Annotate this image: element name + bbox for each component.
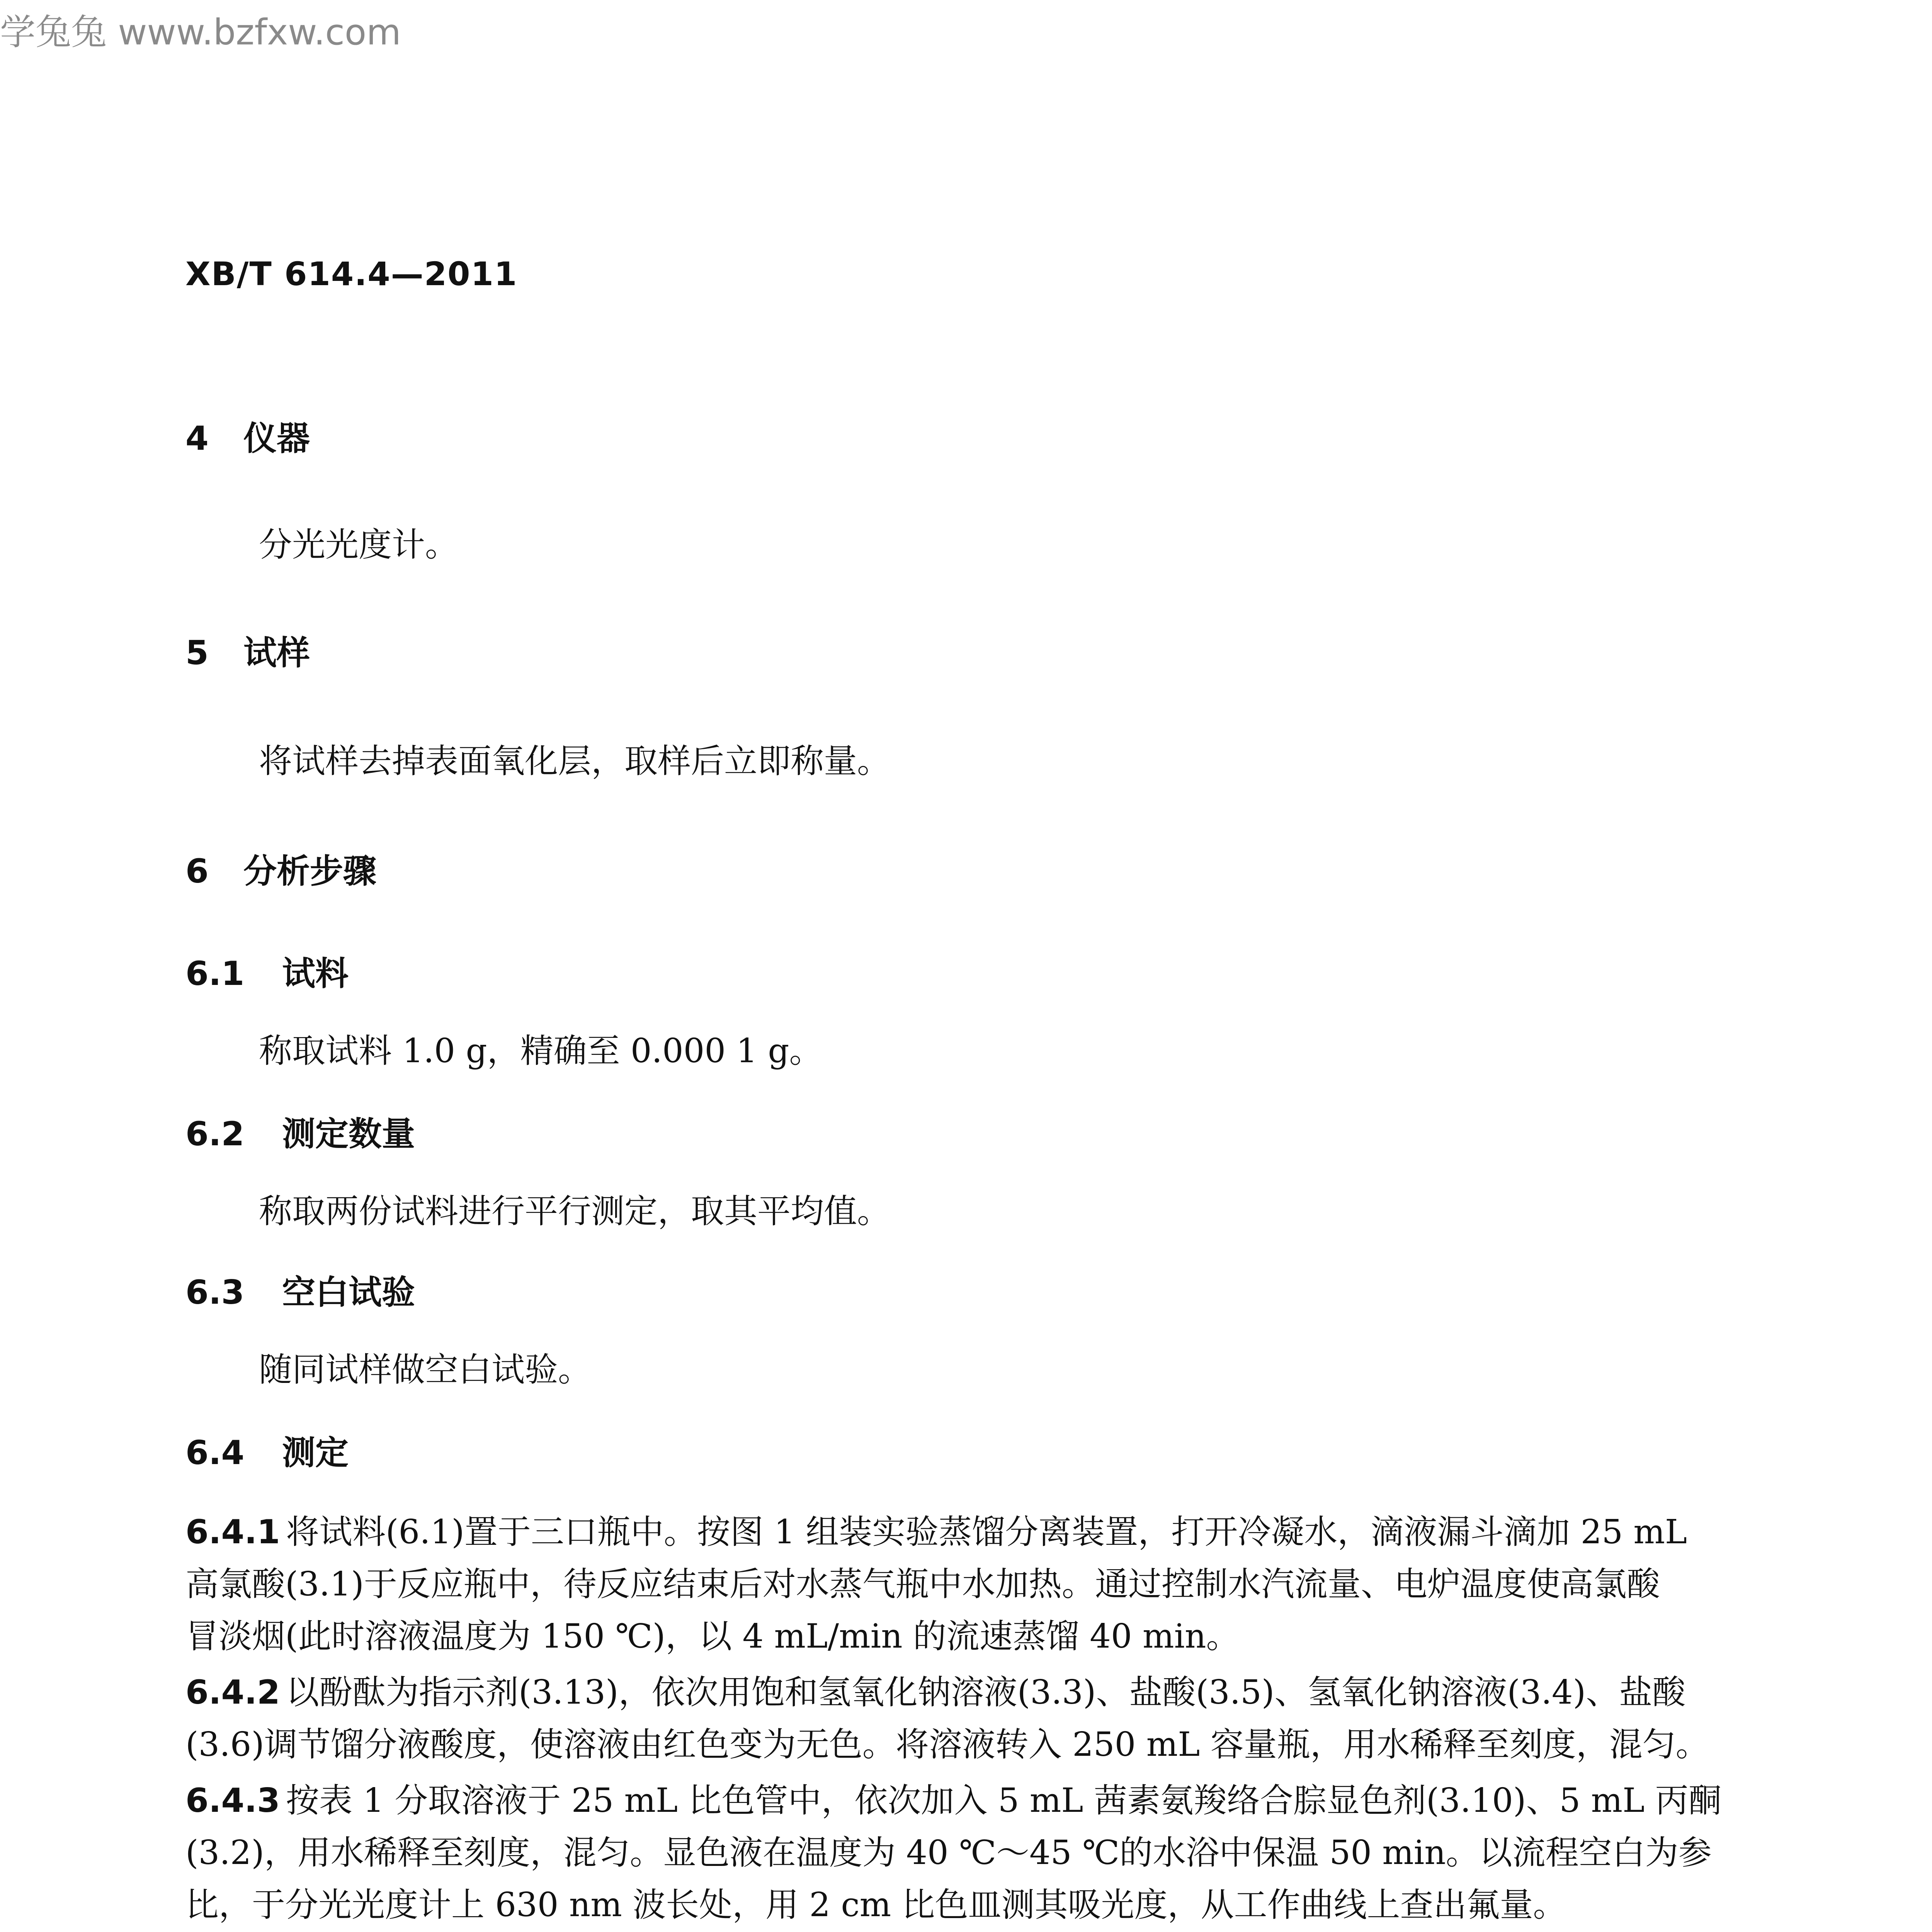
section-5-body: 将试样去掉表面氧化层，取样后立即称量。 [259, 742, 890, 781]
section-4-heading [185, 412, 310, 459]
para-6-4-2-line-1: 6.4.2 以酚酞为指示剂(3.13)，依次用饱和氢氧化钠溶液(3.3)、盐酸(3.5)、氢氧化钠溶液(3.4)、盐酸 [185, 1673, 1686, 1712]
para-number: 6.4.1 [185, 1513, 280, 1551]
para-6-4-2-line-2: (3.6)调节馏分液酸度，使溶液由红色变为无色。将溶液转入 250 mL 容量瓶，用水稀释至刻度，混匀。 [185, 1725, 1709, 1764]
section-title: 分析步骤 [243, 852, 376, 891]
section-6-2-heading [185, 1107, 415, 1155]
section-6-2-body: 称取两份试料进行平行测定，取其平均值。 [259, 1192, 890, 1231]
section-6-3-heading [185, 1265, 415, 1313]
para-6-4-1-line-3: 冒淡烟(此时溶液温度为 150 ℃)，以 4 mL/min 的流速蒸馏 40 min。 [185, 1617, 1240, 1656]
section-title: 试料 [282, 954, 349, 993]
section-6-heading [185, 844, 376, 892]
section-number: 4 [185, 419, 209, 458]
section-number: 5 [185, 634, 209, 672]
para-6-4-3-line-1: 6.4.3 按表 1 分取溶液于 25 mL 比色管中，依次加入 5 mL 茜素氨羧络合腙显色剂(3.10)、5 mL 丙酮 [185, 1781, 1722, 1820]
para-6-4-3-line-3: 比，于分光光度计上 630 nm 波长处，用 2 cm 比色皿测其吸光度，从工作曲线上查出氟量。 [185, 1886, 1566, 1924]
section-6-3-body: 随同试样做空白试验。 [259, 1350, 591, 1389]
para-6-4-1-line-1: 6.4.1 将试料(6.1)置于三口瓶中。按图 1 组装实验蒸馏分离装置，打开冷凝水，滴液漏斗滴加 25 mL [185, 1513, 1687, 1551]
section-5-heading [185, 626, 310, 674]
section-6-1-body: 称取试料 1.0 g，精确至 0.000 1 g。 [259, 1032, 823, 1070]
section-4-body: 分光光度计。 [259, 526, 458, 564]
section-number: 6.3 [185, 1273, 245, 1312]
para-6-4-1-line-2: 高氯酸(3.1)于反应瓶中，待反应结束后对水蒸气瓶中水加热。通过控制水汽流量、电炉温度使高氯酸 [185, 1565, 1660, 1604]
section-title: 测定 [282, 1434, 349, 1472]
para-number: 6.4.2 [185, 1673, 280, 1712]
section-title: 空白试验 [282, 1273, 415, 1312]
section-title: 仪器 [243, 419, 310, 458]
section-number: 6 [185, 852, 209, 891]
standard-code: XB/T 614.4—2011 [185, 255, 518, 293]
watermark: 学兔兔 www.bzfxw.com [0, 12, 401, 53]
section-number: 6.4 [185, 1434, 245, 1472]
section-title: 试样 [243, 634, 310, 672]
section-6-1-heading [185, 947, 349, 995]
section-number: 6.2 [185, 1115, 245, 1153]
para-number: 6.4.3 [185, 1781, 280, 1820]
section-6-4-heading [185, 1426, 349, 1474]
section-number: 6.1 [185, 954, 245, 993]
section-title: 测定数量 [282, 1115, 415, 1153]
para-6-4-3-line-2: (3.2)，用水稀释至刻度，混匀。显色液在温度为 40 ℃～45 ℃的水浴中保温 50 min。以流程空白为参 [185, 1833, 1712, 1872]
